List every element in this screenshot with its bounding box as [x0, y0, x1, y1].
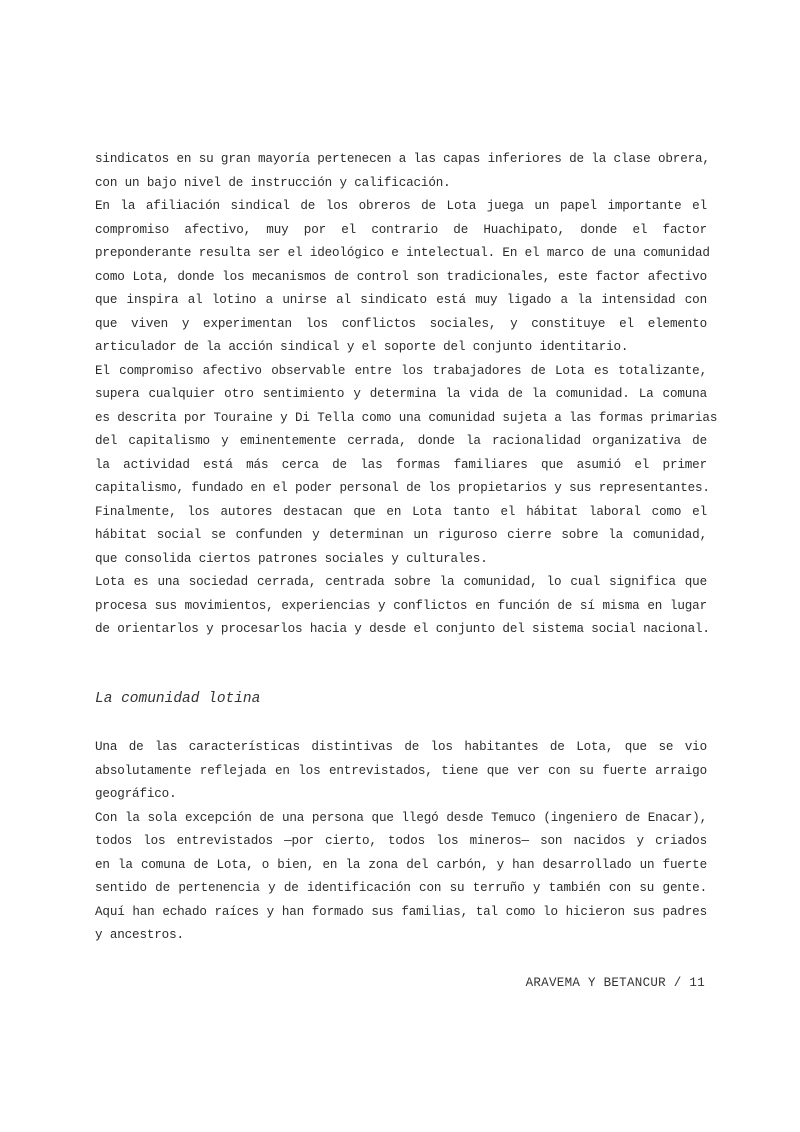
- text-line: articulador de la acción sindical y el soporte del conjunto identitario.: [95, 340, 629, 354]
- text-line: absolutamente reflejada en los entrevistados, tiene que ver con su fuerte arraigo: [95, 763, 707, 778]
- section-heading: La comunidad lotina: [95, 691, 261, 707]
- page-footer: ARAVEMA Y BETANCUR / 11: [525, 976, 705, 990]
- text-line: Con la sola excepción de una persona que llegó desde Temuco (ingeniero de Enacar),: [95, 810, 707, 825]
- text-line: capitalismo, fundado en el poder personal de los propietarios y sus representantes.: [95, 481, 710, 495]
- text-line: procesa sus movimientos, experiencias y conflictos en función de sí misma en lugar: [95, 598, 707, 613]
- text-line: que inspira al lotino a unirse al sindicato está muy ligado a la intensidad con: [95, 293, 707, 307]
- text-line: El compromiso afectivo observable entre los trabajadores de Lota es totalizante,: [95, 363, 707, 378]
- text-line: Una de las características distintivas de los habitantes de Lota, que se vio: [95, 740, 707, 754]
- text-line: sindicatos en su gran mayoría pertenecen a las capas inferiores de la clase obrera,: [95, 152, 710, 166]
- text-line: como Lota, donde los mecanismos de control son tradicionales, este factor afectivo: [95, 269, 707, 284]
- text-line: compromiso afectivo, muy por el contrario de Huachipato, donde el factor: [95, 222, 707, 237]
- text-line: En la afiliación sindical de los obreros de Lota juega un papel importante el: [95, 199, 707, 213]
- text-line: todos los entrevistados —por cierto, todos los mineros— son nacidos y criados: [95, 834, 707, 848]
- text-line: Finalmente, los autores destacan que en Lota tanto el hábitat laboral como el: [95, 504, 707, 519]
- text-line: hábitat social se confunden y determinan un riguroso cierre sobre la comunidad,: [95, 528, 707, 542]
- text-line: en la comuna de Lota, o bien, en la zona del carbón, y han desarrollado un fuerte: [95, 857, 707, 872]
- text-line: Lota es una sociedad cerrada, centrada sobre la comunidad, lo cual significa que: [95, 575, 707, 589]
- text-line: que consolida ciertos patrones sociales y culturales.: [95, 551, 488, 566]
- text-line: la actividad está más cerca de las formas familiares que asumió el primer: [95, 457, 707, 472]
- text-line: Aquí han echado raíces y han formado sus familias, tal como lo hicieron sus padres: [95, 904, 707, 919]
- text-line: es descrita por Touraine y Di Tella como una comunidad sujeta a las formas primarias: [95, 410, 718, 425]
- text-line: del capitalismo y eminentemente cerrada, donde la racionalidad organizativa de: [95, 434, 707, 448]
- text-line: y ancestros.: [95, 928, 184, 942]
- text-line: que viven y experimentan los conflictos sociales, y constituye el elemento: [95, 316, 707, 331]
- text-line: de orientarlos y procesarlos hacia y desde el conjunto del sistema social nacional.: [95, 622, 710, 636]
- text-line: sentido de pertenencia y de identificación con su terruño y también con su gente.: [95, 881, 707, 895]
- text-line: supera cualquier otro sentimiento y determina la vida de la comunidad. La comuna: [95, 387, 707, 401]
- text-line: con un bajo nivel de instrucción y calificación.: [95, 175, 451, 190]
- text-line: geográfico.: [95, 787, 177, 801]
- text-line: preponderante resulta ser el ideológico e intelectual. En el marco de una comunidad: [95, 246, 710, 260]
